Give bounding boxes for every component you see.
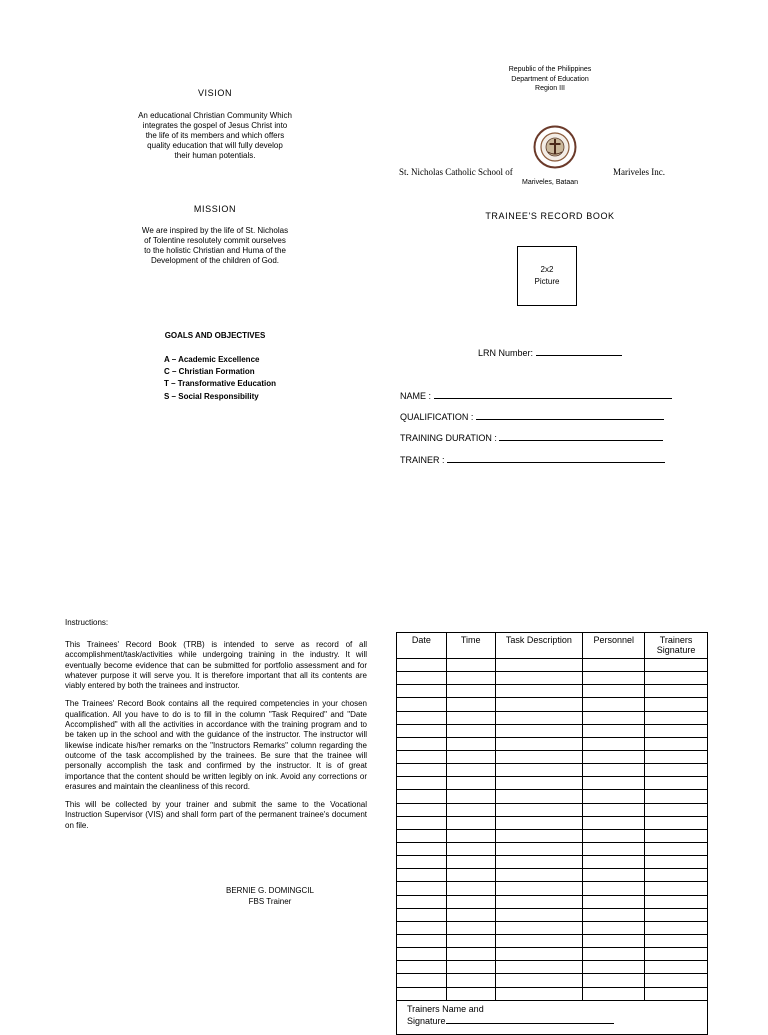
date-cell[interactable] <box>397 790 447 803</box>
date-cell[interactable] <box>397 882 447 895</box>
task-description-cell[interactable] <box>495 750 583 763</box>
time-cell[interactable] <box>446 803 495 816</box>
trainers-signature-cell[interactable] <box>645 777 708 790</box>
trainers-signature-column-header: Trainers Signature <box>645 633 708 659</box>
task-description-cell[interactable] <box>495 829 583 842</box>
time-cell[interactable] <box>446 672 495 685</box>
date-cell[interactable] <box>397 869 447 882</box>
date-cell[interactable] <box>397 908 447 921</box>
trainers-signature-cell[interactable] <box>645 724 708 737</box>
task-description-cell[interactable] <box>495 672 583 685</box>
personnel-cell[interactable] <box>583 737 645 750</box>
time-cell[interactable] <box>446 737 495 750</box>
time-cell[interactable] <box>446 777 495 790</box>
school-name-left: St. Nicholas Catholic School of <box>399 167 513 177</box>
date-cell[interactable] <box>397 737 447 750</box>
instructions-paragraph: The Trainees' Record Book contains all the required competencies in your chosen qualification. All you have to do is to fill in the column "Task Required" and "Date Accomplished" with all the activities in accordance with the training program and to be taken up in the school and with the guidance of the instructor. The instructor will likewise indicate his/her remarks on the "Instructors Remarks" column regarding the outcome of the task accomplished by the trainees. Be sure that the trainee will personally accomplish the task and confirmed by the instructor. It is of great importance that the content should be written legibly on ink. Avoid any corrections or erasures and maintain the cleanliness of this record. <box>65 699 367 791</box>
time-column-header: Time <box>446 633 495 659</box>
duration-label: TRAINING DURATION : <box>400 433 497 443</box>
vision-line: quality education that will fully develop <box>147 141 283 150</box>
date-cell[interactable] <box>397 659 447 672</box>
task-description-cell[interactable] <box>495 764 583 777</box>
task-description-cell[interactable] <box>495 921 583 934</box>
date-cell[interactable] <box>397 777 447 790</box>
date-cell[interactable] <box>397 921 447 934</box>
date-cell[interactable] <box>397 672 447 685</box>
task-description-cell[interactable] <box>495 869 583 882</box>
header-line: Region III <box>535 85 565 92</box>
table-footer-row <box>397 1000 708 1034</box>
personnel-cell[interactable] <box>583 882 645 895</box>
trainers-signature-cell[interactable] <box>645 698 708 711</box>
task-description-cell[interactable] <box>495 711 583 724</box>
personnel-cell[interactable] <box>583 698 645 711</box>
school-name-right: Mariveles Inc. <box>613 167 665 177</box>
time-cell[interactable] <box>446 698 495 711</box>
date-cell[interactable] <box>397 816 447 829</box>
date-cell[interactable] <box>397 895 447 908</box>
trainer-input-line[interactable] <box>447 453 665 463</box>
personnel-cell[interactable] <box>583 711 645 724</box>
trainers-signature-cell[interactable] <box>645 790 708 803</box>
date-cell[interactable] <box>397 961 447 974</box>
goals-heading: GOALS AND OBJECTIVES <box>164 331 266 340</box>
time-cell[interactable] <box>446 974 495 987</box>
task-description-cell[interactable] <box>495 724 583 737</box>
date-cell[interactable] <box>397 842 447 855</box>
table-row <box>397 961 708 974</box>
trainers-signature-cell[interactable] <box>645 711 708 724</box>
vision-line: their human potentials. <box>174 151 256 160</box>
name-field <box>400 389 672 401</box>
qualification-field <box>400 410 664 422</box>
trainers-signature-cell[interactable] <box>645 672 708 685</box>
table-row <box>397 856 708 869</box>
task-description-cell[interactable] <box>495 659 583 672</box>
time-cell[interactable] <box>446 764 495 777</box>
date-cell[interactable] <box>397 711 447 724</box>
trainers-signature-cell[interactable] <box>645 921 708 934</box>
government-header <box>470 65 630 94</box>
personnel-column-header: Personnel <box>583 633 645 659</box>
personnel-cell[interactable] <box>583 974 645 987</box>
signatory-block <box>205 886 335 907</box>
mission-line: We are inspired by the life of St. Nicholas <box>141 226 289 235</box>
trainers-signature-cell[interactable] <box>645 842 708 855</box>
table-header-row <box>397 633 708 659</box>
vision-line: An educational Christian Community Which <box>138 111 292 120</box>
personnel-cell[interactable] <box>583 750 645 763</box>
time-cell[interactable] <box>446 750 495 763</box>
trainers-signature-cell[interactable] <box>645 764 708 777</box>
task-description-cell[interactable] <box>495 737 583 750</box>
task-description-cell[interactable] <box>495 698 583 711</box>
school-address: Mariveles, Bataan <box>521 179 579 186</box>
date-cell[interactable] <box>397 974 447 987</box>
date-cell[interactable] <box>397 829 447 842</box>
instructions-paragraph: This Trainees' Record Book (TRB) is intended to serve as record of all accomplishment/task/activities while undergoing training in the industry. It will eventually become evidence that can be submitted for portfolio assessment and for whatever purpose it will serve you. It is therefore important that all its contents are viably entered by both the trainees and instructor. <box>65 640 367 691</box>
signature-label: Signature <box>407 1015 446 1026</box>
trainers-signature-cell[interactable] <box>645 685 708 698</box>
personnel-cell[interactable] <box>583 987 645 1000</box>
time-cell[interactable] <box>446 961 495 974</box>
mission-line: Development of the children of God. <box>150 256 280 265</box>
task-description-cell[interactable] <box>495 908 583 921</box>
task-description-cell[interactable] <box>495 948 583 961</box>
personnel-cell[interactable] <box>583 856 645 869</box>
table-body <box>397 659 708 1001</box>
task-description-cell[interactable] <box>495 974 583 987</box>
table-row <box>397 816 708 829</box>
table-row <box>397 921 708 934</box>
trainer-field <box>400 453 665 465</box>
instructions-body <box>65 640 367 831</box>
lrn-field <box>478 346 622 358</box>
trainers-signature-cell[interactable] <box>645 934 708 947</box>
trainers-signature-cell[interactable] <box>645 869 708 882</box>
trainers-signature-cell[interactable] <box>645 961 708 974</box>
trainers-signature-cell[interactable] <box>645 750 708 763</box>
photo-placeholder <box>517 246 577 306</box>
goal-item: T – Transformative Education <box>164 379 277 389</box>
task-description-cell[interactable] <box>495 777 583 790</box>
time-cell[interactable] <box>446 934 495 947</box>
trainers-signature-cell[interactable] <box>645 882 708 895</box>
table-row <box>397 764 708 777</box>
trainers-signature-cell[interactable] <box>645 856 708 869</box>
goal-item: S – Social Responsibility <box>164 391 259 401</box>
personnel-cell[interactable] <box>583 908 645 921</box>
table-row <box>397 659 708 672</box>
trainers-signature-cell[interactable] <box>645 816 708 829</box>
personnel-cell[interactable] <box>583 777 645 790</box>
table-row <box>397 908 708 921</box>
task-description-cell[interactable] <box>495 987 583 1000</box>
date-cell[interactable] <box>397 724 447 737</box>
vision-text <box>110 111 320 161</box>
table-row <box>397 948 708 961</box>
task-description-cell[interactable] <box>495 842 583 855</box>
time-cell[interactable] <box>446 856 495 869</box>
task-description-cell[interactable] <box>495 961 583 974</box>
time-cell[interactable] <box>446 790 495 803</box>
task-description-cell[interactable] <box>495 685 583 698</box>
signature-input-line[interactable] <box>446 1014 614 1024</box>
task-description-cell[interactable] <box>495 856 583 869</box>
name-label: NAME : <box>400 391 432 401</box>
photo-size-label: 2x2 <box>540 265 554 274</box>
trainers-signature-cell[interactable] <box>645 948 708 961</box>
date-cell[interactable] <box>397 685 447 698</box>
vision-line: the life of its members and which offers <box>145 131 285 140</box>
name-input-line[interactable] <box>434 389 672 399</box>
table-row <box>397 934 708 947</box>
duration-input-line[interactable] <box>499 431 663 441</box>
date-cell[interactable] <box>397 934 447 947</box>
time-cell[interactable] <box>446 659 495 672</box>
table-row <box>397 882 708 895</box>
personnel-cell[interactable] <box>583 842 645 855</box>
task-description-cell[interactable] <box>495 895 583 908</box>
personnel-cell[interactable] <box>583 895 645 908</box>
table-row <box>397 987 708 1000</box>
school-name <box>399 167 679 177</box>
trainers-signature-cell[interactable] <box>645 803 708 816</box>
date-cell[interactable] <box>397 764 447 777</box>
signatory-name: BERNIE G. DOMINGCIL <box>225 886 314 895</box>
table-row <box>397 711 708 724</box>
personnel-cell[interactable] <box>583 659 645 672</box>
time-cell[interactable] <box>446 948 495 961</box>
personnel-cell[interactable] <box>583 724 645 737</box>
table-row <box>397 750 708 763</box>
header-line: Department of Education <box>511 75 589 83</box>
personnel-cell[interactable] <box>583 934 645 947</box>
header-line: Republic of the Philippines <box>508 66 592 73</box>
personnel-cell[interactable] <box>583 672 645 685</box>
time-cell[interactable] <box>446 816 495 829</box>
instructions-heading: Instructions: <box>65 618 109 627</box>
time-cell[interactable] <box>446 711 495 724</box>
personnel-cell[interactable] <box>583 961 645 974</box>
vision-heading: VISION <box>197 88 233 98</box>
date-cell[interactable] <box>397 698 447 711</box>
personnel-cell[interactable] <box>583 921 645 934</box>
table-row <box>397 869 708 882</box>
trainee-record-table <box>396 632 708 1035</box>
duration-field <box>400 431 663 443</box>
task-description-cell[interactable] <box>495 790 583 803</box>
instructions-paragraph: This will be collected by your trainer and submit the same to the Vocational Instruction Supervisor (VIS) and shall form part of the permanent trainee's document on file. <box>65 800 367 830</box>
qualification-input-line[interactable] <box>476 410 664 420</box>
personnel-cell[interactable] <box>583 869 645 882</box>
personnel-cell[interactable] <box>583 829 645 842</box>
table-row <box>397 803 708 816</box>
table-row <box>397 672 708 685</box>
personnel-cell[interactable] <box>583 764 645 777</box>
trainer-label: TRAINER : <box>400 455 445 465</box>
time-cell[interactable] <box>446 829 495 842</box>
personnel-cell[interactable] <box>583 685 645 698</box>
table-row <box>397 829 708 842</box>
photo-placeholder-label: Picture <box>534 277 560 286</box>
personnel-cell[interactable] <box>583 790 645 803</box>
table-row <box>397 685 708 698</box>
trainers-signature-cell[interactable] <box>645 987 708 1000</box>
time-cell[interactable] <box>446 842 495 855</box>
task-description-cell[interactable] <box>495 816 583 829</box>
goals-list <box>164 354 324 403</box>
date-cell[interactable] <box>397 856 447 869</box>
trainers-signature-cell[interactable] <box>645 659 708 672</box>
trainers-signature-cell[interactable] <box>645 908 708 921</box>
time-cell[interactable] <box>446 895 495 908</box>
mission-heading: MISSION <box>193 204 237 214</box>
personnel-cell[interactable] <box>583 816 645 829</box>
task-description-column-header: Task Description <box>495 633 583 659</box>
time-cell[interactable] <box>446 908 495 921</box>
table-row <box>397 974 708 987</box>
trainers-name-signature-cell[interactable] <box>397 1000 708 1034</box>
record-book-title: TRAINEE'S RECORD BOOK <box>485 211 615 221</box>
date-cell[interactable] <box>397 803 447 816</box>
trainers-signature-cell[interactable] <box>645 829 708 842</box>
date-cell[interactable] <box>397 750 447 763</box>
task-description-cell[interactable] <box>495 934 583 947</box>
date-cell[interactable] <box>397 987 447 1000</box>
table-row <box>397 737 708 750</box>
task-description-cell[interactable] <box>495 803 583 816</box>
qualification-label: QUALIFICATION : <box>400 412 474 422</box>
goal-item: A – Academic Excellence <box>164 355 260 364</box>
mission-line: of Tolentine resolutely commit ourselves <box>144 236 286 245</box>
time-cell[interactable] <box>446 921 495 934</box>
table-row <box>397 895 708 908</box>
table-row <box>397 698 708 711</box>
lrn-label: LRN Number: <box>478 348 534 358</box>
time-cell[interactable] <box>446 987 495 1000</box>
time-cell[interactable] <box>446 882 495 895</box>
trainers-signature-cell[interactable] <box>645 737 708 750</box>
goal-item: C – Christian Formation <box>164 367 255 377</box>
table-row <box>397 790 708 803</box>
trainers-signature-cell[interactable] <box>645 974 708 987</box>
table-row <box>397 842 708 855</box>
trainers-signature-cell[interactable] <box>645 895 708 908</box>
time-cell[interactable] <box>446 869 495 882</box>
vision-line: integrates the gospel of Jesus Christ into <box>142 121 288 130</box>
table-row <box>397 724 708 737</box>
lrn-input-line[interactable] <box>536 346 622 356</box>
date-cell[interactable] <box>397 948 447 961</box>
time-cell[interactable] <box>446 724 495 737</box>
table-row <box>397 777 708 790</box>
personnel-cell[interactable] <box>583 948 645 961</box>
signatory-title: FBS Trainer <box>248 896 292 906</box>
trainers-name-label: Trainers Name and <box>407 1003 484 1014</box>
time-cell[interactable] <box>446 685 495 698</box>
mission-text <box>110 226 320 266</box>
date-column-header: Date <box>397 633 447 659</box>
personnel-cell[interactable] <box>583 803 645 816</box>
task-description-cell[interactable] <box>495 882 583 895</box>
school-seal-logo <box>533 125 577 169</box>
mission-line: to the holistic Christian and Huma of the <box>144 246 286 255</box>
